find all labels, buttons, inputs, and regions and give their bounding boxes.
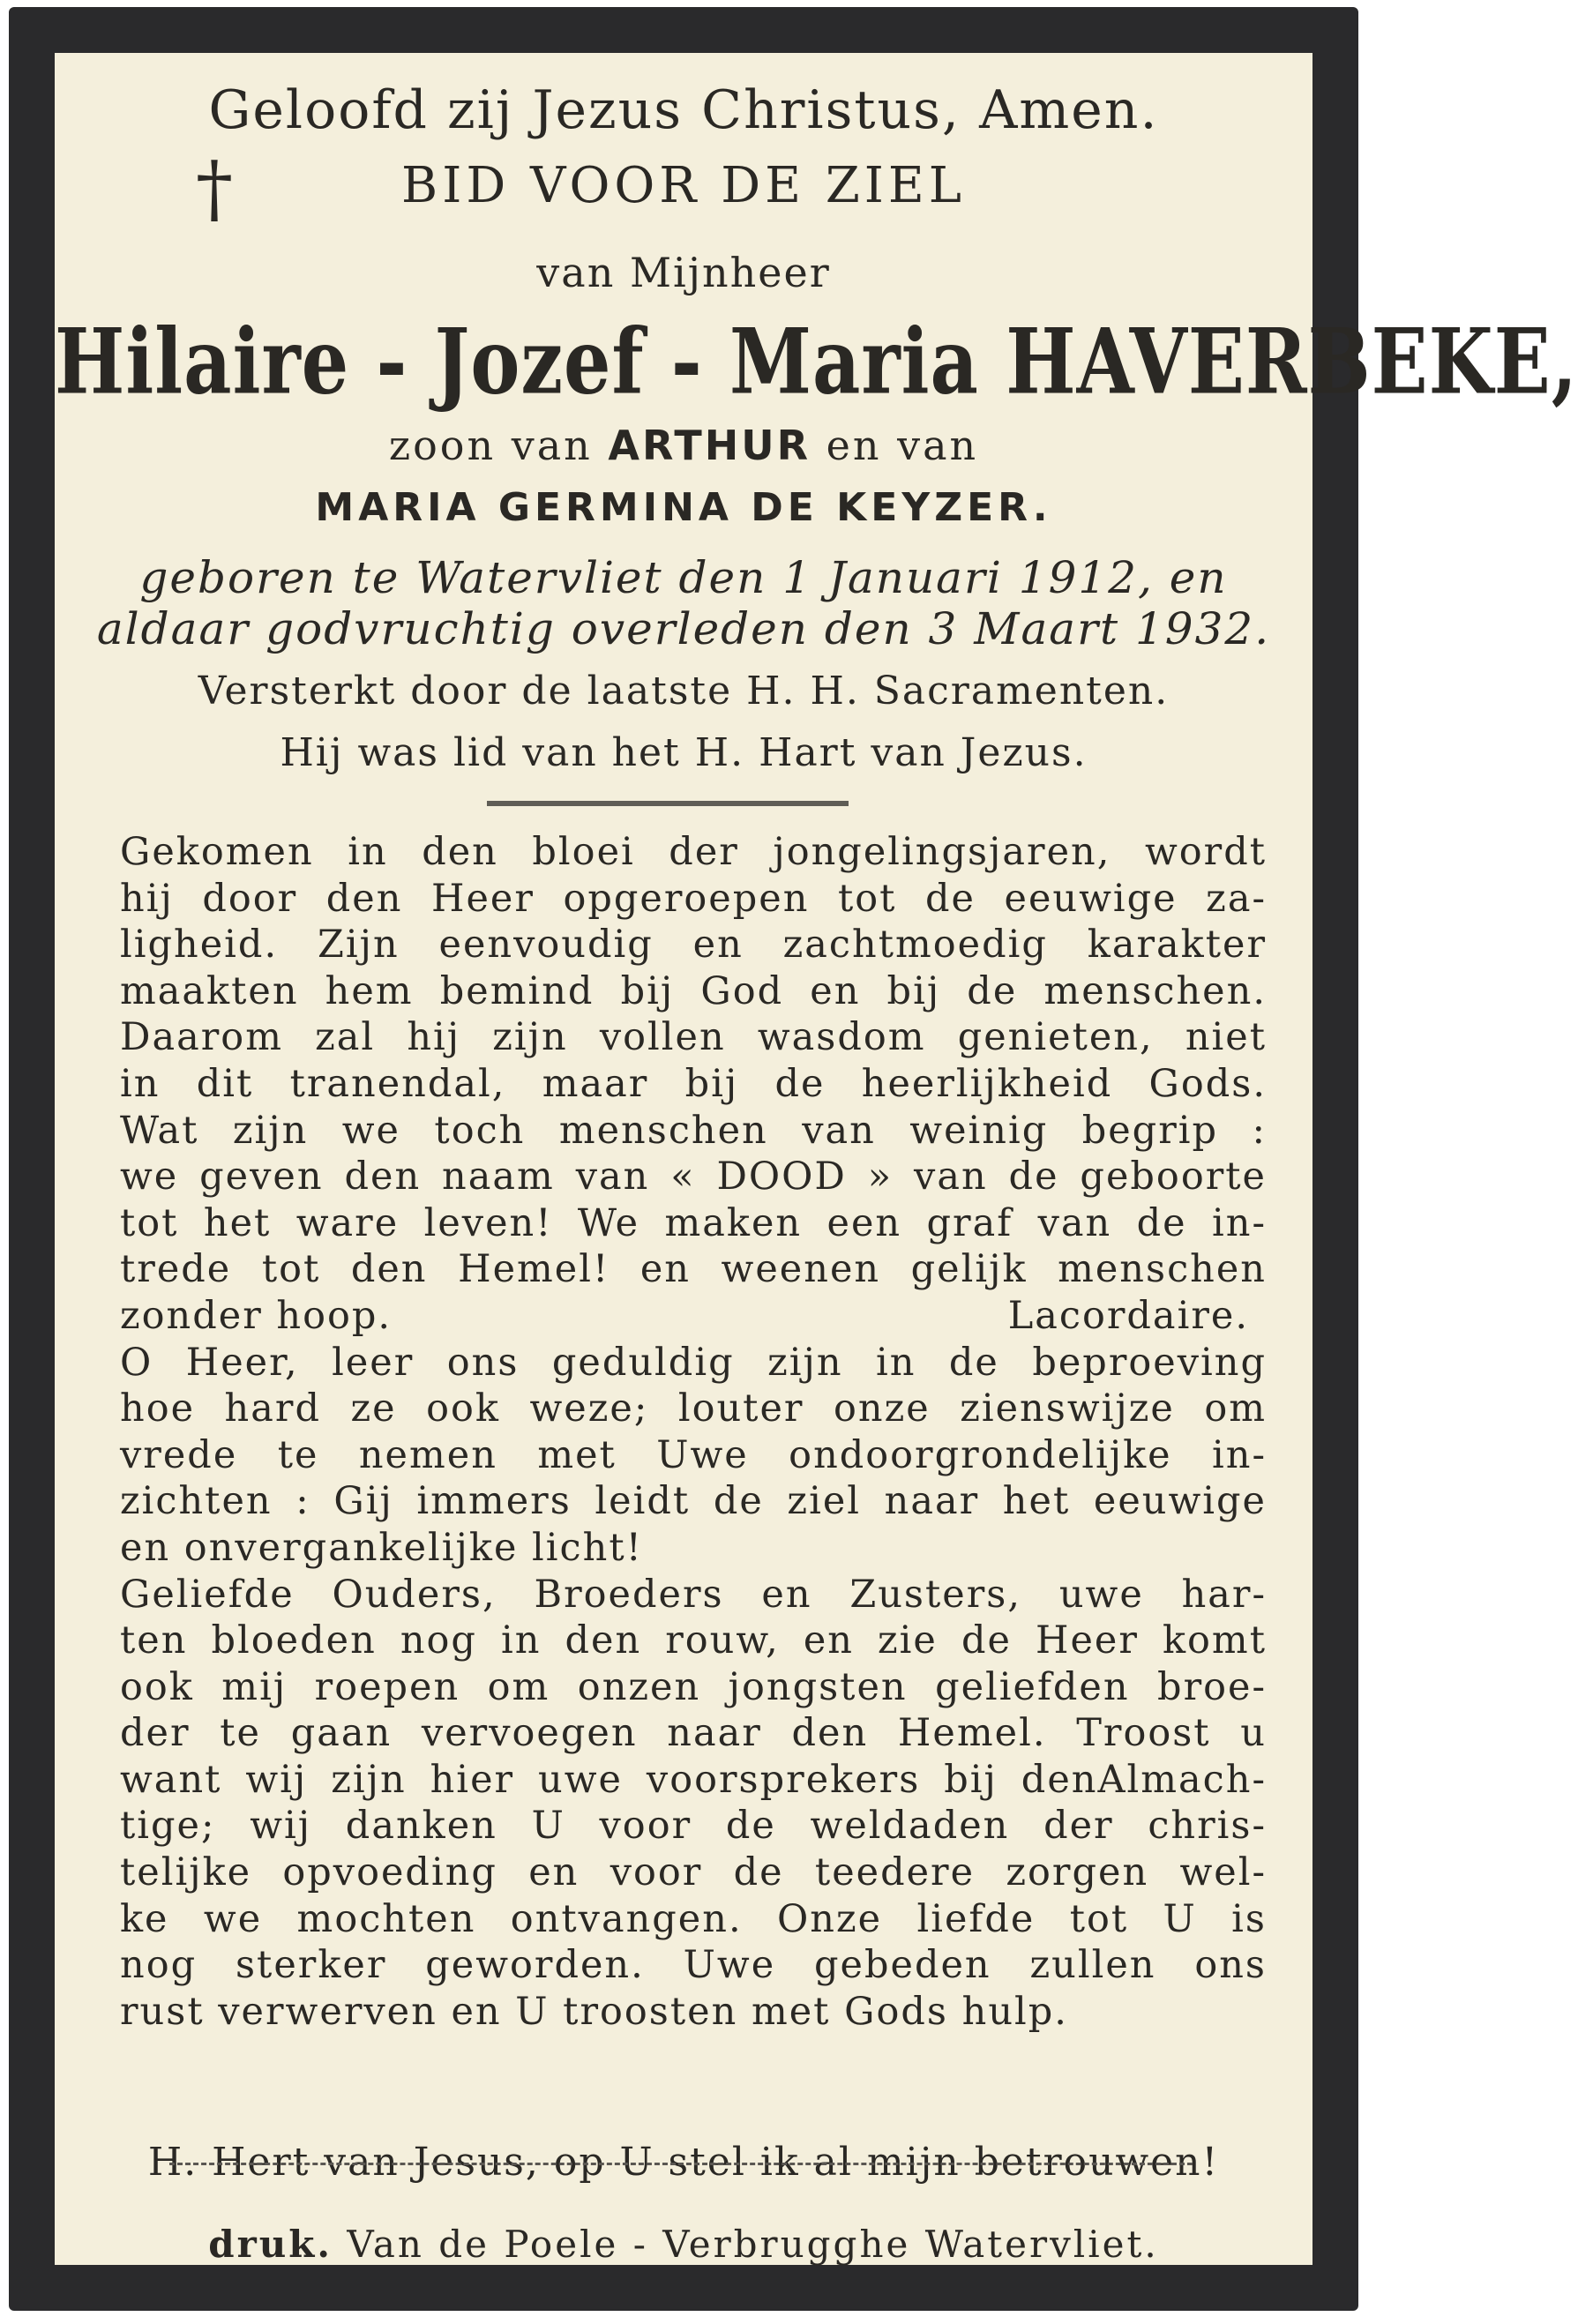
parents-line — [55, 422, 1313, 469]
body-line: Daarom zal hij zijn vollen wasdom genieten, niet — [120, 1015, 1267, 1060]
section-divider — [487, 801, 849, 806]
quote-author: Lacordaire. — [1007, 1293, 1249, 1338]
printer-label: druk. — [208, 2223, 333, 2266]
quote-end-line — [120, 1293, 1267, 1340]
sacraments-line: Versterkt door de laatste H. H. Sacramenten. — [198, 669, 1170, 714]
body-line: zonder hoop. — [120, 1293, 393, 1338]
printer-credit — [55, 2223, 1313, 2266]
body-line: Gekomen in den bloei der jongelingsjaren, wordt — [120, 830, 1267, 874]
body-line: we geven den naam van « DOOD » van de geboorte — [120, 1155, 1267, 1199]
death-line: aldaar godvruchtig overleden den 3 Maart 1932. — [96, 603, 1271, 654]
body-line: ook mij roepen om onzen jongsten geliefden broe- — [120, 1664, 1267, 1709]
body-line: hoe hard ze ook weze; louter onze zienswijze om — [120, 1386, 1267, 1431]
cross-icon: † — [196, 146, 233, 232]
father-name: ARTHUR — [608, 422, 811, 469]
memorial-card — [9, 7, 1578, 2311]
body-line: zichten : Gij immers leidt de ziel naar het eeuwige — [120, 1479, 1267, 1524]
printer-name: Van de Poele - Verbrugghe Watervliet. — [347, 2223, 1159, 2266]
birth-line: geboren te Watervliet den 1 Januari 1912, en — [139, 552, 1228, 603]
body-line: nog sterker geworden. Uwe gebeden zullen ons — [120, 1943, 1267, 1988]
parents-prefix: zoon van — [388, 422, 593, 469]
body-line: en onvergankelijke licht! — [120, 1525, 643, 1570]
honorific-line: van Mijnheer — [536, 249, 831, 296]
body-line: maakten hem bemind bij God en bij de menschen. — [120, 968, 1267, 1013]
body-line: hij door den Heer opgeroepen tot de eeuwige za- — [120, 876, 1267, 921]
body-line: Wat zijn we toch menschen van weinig begrip : — [120, 1108, 1267, 1153]
body-line: ke we mochten ontvangen. Onze liefde tot U is — [120, 1896, 1267, 1941]
body-line: tot het ware leven! We maken een graf van de in- — [120, 1200, 1267, 1245]
body-line: trede tot den Hemel! en weenen gelijk menschen — [120, 1247, 1267, 1292]
greeting-line: Geloofd zij Jezus Christus, Amen. — [208, 79, 1159, 141]
body-line: O Heer, leer ons geduldig zijn in de beproeving — [120, 1340, 1267, 1385]
body-line: tige; wij danken U voor de weldaden der chris- — [120, 1804, 1267, 1849]
body-line: in dit tranendal, maar bij de heerlijkheid Gods. — [120, 1061, 1267, 1106]
closing-prayer: H. Hert van Jesus, op U stel ik al mijn betrouwen! — [147, 2140, 1220, 2185]
deceased-name: Hilaire - Jozef - Maria HAVERBEKE, — [55, 308, 1578, 415]
body-line: ten bloeden nog in den rouw, en zie de Heer komt — [120, 1618, 1267, 1663]
body-line: vrede te nemen met Uwe ondoorgrondelijke in- — [120, 1432, 1267, 1477]
body-line: ligheid. Zijn eenvoudig en zachtmoedig karakter — [120, 923, 1267, 968]
prayer-heading: BID VOOR DE ZIEL — [401, 157, 966, 214]
body-line: telijke opvoeding en voor de teedere zorgen wel- — [120, 1850, 1267, 1895]
body-line: der te gaan vervoegen naar den Hemel. Troost u — [120, 1711, 1267, 1756]
body-line: rust verwerven en U troosten met Gods hulp. — [120, 1989, 1068, 2034]
mother-name: MARIA GERMINA DE KEYZER. — [315, 485, 1052, 530]
card-paper — [55, 53, 1578, 2266]
body-line: Geliefde Ouders, Broeders en Zusters, uwe har- — [120, 1572, 1267, 1617]
parents-suffix: en van — [826, 422, 979, 469]
body-text — [120, 829, 1267, 2035]
membership-line: Hij was lid van het H. Hart van Jezus. — [280, 730, 1088, 775]
body-line: want wij zijn hier uwe voorsprekers bij denAlmach- — [120, 1757, 1267, 1802]
footer-divider — [169, 2163, 1193, 2165]
